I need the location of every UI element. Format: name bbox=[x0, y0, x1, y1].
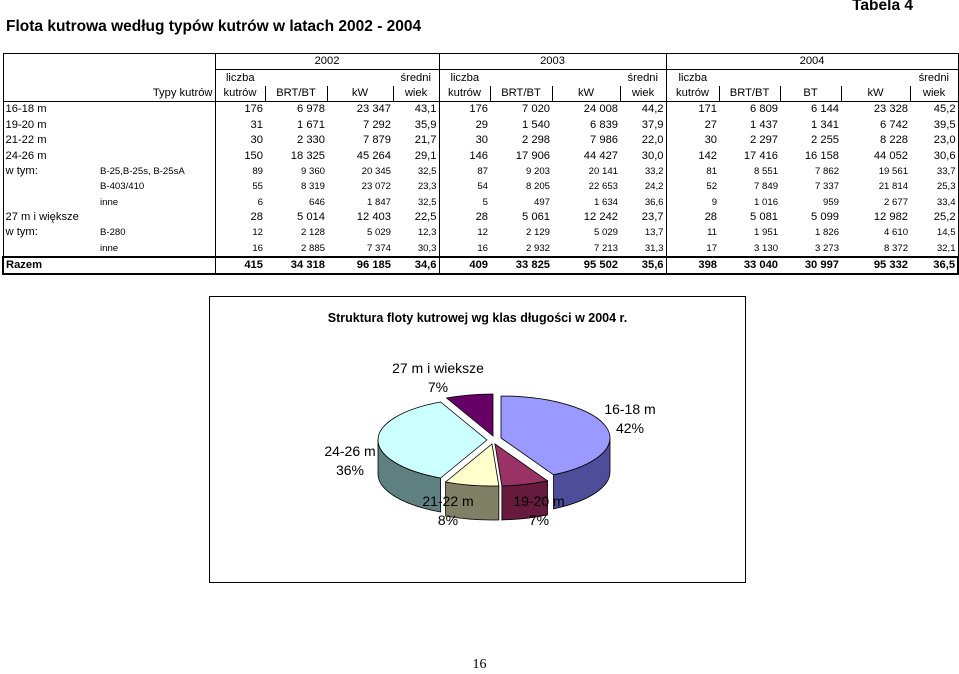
label-name: 21-22 m bbox=[422, 493, 474, 509]
table-cell: 5 081 bbox=[750, 211, 779, 224]
row-label: 19-20 m bbox=[3, 118, 98, 133]
table-cell: 22 653 bbox=[588, 181, 619, 193]
table-cell: 11 bbox=[666, 225, 719, 240]
table-cell: 2 128 bbox=[300, 227, 325, 239]
fleet-table bbox=[2, 53, 959, 275]
table-cell: 30,6 bbox=[910, 148, 958, 163]
label-pct: 7% bbox=[427, 379, 449, 395]
table-cell: 7 862 bbox=[815, 165, 840, 177]
row-sublabel bbox=[98, 133, 215, 148]
table-cell: 23 328 bbox=[873, 103, 909, 116]
table-cell: 2 297 bbox=[750, 134, 779, 147]
table-cell: 21,7 bbox=[414, 134, 437, 147]
header-cell: liczba bbox=[215, 70, 265, 86]
table-cell: 95 502 bbox=[552, 257, 620, 274]
table-cell: 5 029 bbox=[594, 227, 619, 239]
table-cell: 5 029 bbox=[366, 227, 391, 239]
table-cell: 12 982 bbox=[873, 211, 909, 224]
table-cell: 7 879 bbox=[363, 134, 391, 147]
row-sublabel bbox=[98, 257, 215, 274]
table-cell: 1 671 bbox=[297, 118, 325, 131]
table-cell: 12 bbox=[215, 225, 265, 240]
header-cell: kutrów bbox=[439, 86, 490, 102]
table-cell: 17 906 bbox=[515, 149, 551, 162]
table-cell: 1 341 bbox=[811, 118, 840, 131]
row-sublabel: inne bbox=[100, 196, 119, 208]
header-cell bbox=[719, 70, 780, 86]
table-cell: 8 551 bbox=[754, 165, 779, 177]
row-label: 21-22 m bbox=[3, 133, 98, 148]
row-sublabel: B-25,B-25s, B-25sA bbox=[100, 165, 185, 177]
table-row bbox=[3, 195, 958, 210]
row-label: 24-26 m bbox=[3, 148, 98, 163]
table-cell: 12 242 bbox=[583, 211, 619, 224]
table-cell: 6 839 bbox=[590, 118, 619, 131]
table-cell: 18 325 bbox=[290, 149, 325, 162]
header-cell bbox=[490, 70, 552, 86]
table-cell: 45,2 bbox=[910, 102, 958, 118]
row-sublabel: B-403/410 bbox=[100, 181, 145, 193]
pie-label-16-18m bbox=[590, 400, 670, 438]
year-header: 2003 bbox=[439, 54, 666, 70]
header-cell bbox=[552, 70, 620, 86]
label-name: 27 m i wieksze bbox=[392, 360, 484, 376]
page-title: Flota kutrowa według typów kutrów w latach 2002 - 2004 bbox=[6, 18, 422, 35]
table-cell: 7 374 bbox=[366, 242, 391, 254]
row-sublabel: inne bbox=[100, 242, 119, 254]
table-cell: 20 141 bbox=[588, 165, 619, 177]
chart-title: Struktura floty kutrowej wg klas długości w 2004 r. bbox=[327, 311, 628, 325]
table-number: Tabela 4 bbox=[852, 0, 913, 14]
table-cell: 22,5 bbox=[414, 211, 437, 224]
table-cell: 8 205 bbox=[526, 181, 551, 193]
table-cell: 5 061 bbox=[522, 211, 551, 224]
table-cell: 6 144 bbox=[811, 103, 840, 116]
table-cell: 1 826 bbox=[815, 227, 840, 239]
table-cell: 5 014 bbox=[297, 211, 325, 224]
column-label: Typy kutrów bbox=[3, 86, 215, 102]
table-cell: 2 677 bbox=[884, 196, 909, 208]
table-cell: 6 bbox=[215, 195, 265, 210]
table-row bbox=[3, 210, 958, 225]
label-name: 19-20 m bbox=[513, 493, 565, 509]
header-cell bbox=[3, 70, 98, 86]
row-label: w tym: bbox=[3, 225, 98, 240]
header-cell: BRT/BT bbox=[490, 86, 552, 102]
table-cell: 17 bbox=[666, 241, 719, 257]
table-cell: 146 bbox=[439, 148, 490, 163]
table-cell: 12,3 bbox=[417, 227, 437, 239]
table-cell: 89 bbox=[215, 164, 265, 179]
header-cell bbox=[780, 70, 841, 86]
table-cell: 87 bbox=[439, 164, 490, 179]
header-cell: kW bbox=[327, 86, 393, 102]
table-cell: 23,3 bbox=[417, 181, 437, 193]
table-cell: 34 318 bbox=[265, 257, 327, 274]
row-label bbox=[3, 241, 98, 257]
table-cell: 142 bbox=[666, 148, 719, 163]
table-cell: 398 bbox=[666, 257, 719, 274]
table-cell: 30,3 bbox=[417, 242, 437, 254]
header-cell bbox=[265, 70, 327, 86]
table-cell: 6 978 bbox=[297, 103, 325, 116]
table-cell: 29,1 bbox=[414, 149, 437, 162]
table-cell: 33 825 bbox=[490, 257, 552, 274]
header-cell: kW bbox=[552, 86, 620, 102]
label-pct: 36% bbox=[335, 462, 365, 478]
table-cell: 9 360 bbox=[300, 165, 325, 177]
table-cell: 23,0 bbox=[910, 133, 958, 148]
header-cell bbox=[98, 70, 215, 86]
table-cell: 44 052 bbox=[873, 149, 909, 162]
header-cell: wiek bbox=[620, 86, 666, 102]
table-cell: 54 bbox=[439, 179, 490, 194]
table-cell: 16 158 bbox=[804, 149, 840, 162]
table-year-row bbox=[3, 54, 958, 70]
header-cell bbox=[841, 70, 910, 86]
table-cell: 1 540 bbox=[522, 118, 551, 131]
table-cell: 36,5 bbox=[910, 257, 958, 274]
table-head-row-bottom bbox=[3, 86, 958, 102]
table-cell: 1 951 bbox=[754, 227, 779, 239]
header-cell: wiek bbox=[910, 86, 958, 102]
table-cell: 8 319 bbox=[300, 181, 325, 193]
table-cell: 45 264 bbox=[356, 149, 391, 162]
table-cell: 5 bbox=[439, 195, 490, 210]
table-cell: 39,5 bbox=[910, 118, 958, 133]
table-cell: 29 bbox=[439, 118, 490, 133]
table-cell: 43,1 bbox=[414, 103, 437, 116]
pie-label-19-20m bbox=[499, 492, 579, 530]
row-label bbox=[3, 179, 98, 194]
table-cell: 33 040 bbox=[719, 257, 780, 274]
table-cell: 497 bbox=[534, 196, 551, 208]
table-cell: 150 bbox=[215, 148, 265, 163]
label-pct: 7% bbox=[528, 512, 550, 528]
table-cell: 55 bbox=[215, 179, 265, 194]
table-cell: 12 bbox=[439, 225, 490, 240]
table-cell: 32,5 bbox=[417, 196, 437, 208]
table-cell: 2 885 bbox=[300, 242, 325, 254]
table-cell: 2 129 bbox=[526, 227, 551, 239]
table-cell: 7 020 bbox=[522, 103, 551, 116]
table-cell: 5 099 bbox=[811, 211, 840, 224]
page-number: 16 bbox=[472, 657, 487, 672]
table-cell: 33,4 bbox=[910, 195, 958, 210]
table-cell: 24 008 bbox=[583, 103, 619, 116]
table-cell: 25,3 bbox=[910, 179, 958, 194]
row-sublabel bbox=[98, 118, 215, 133]
row-label: 27 m i większe bbox=[3, 210, 98, 225]
table-row bbox=[3, 241, 958, 257]
table-cell: 33,7 bbox=[910, 164, 958, 179]
table-cell: 1 847 bbox=[366, 196, 391, 208]
header-cell bbox=[327, 70, 393, 86]
table-cell: 646 bbox=[308, 196, 325, 208]
table-cell: 44 427 bbox=[583, 149, 619, 162]
pie-label-24-26m bbox=[310, 442, 390, 480]
table-cell: 7 986 bbox=[590, 134, 619, 147]
table-cell: 96 185 bbox=[327, 257, 393, 274]
table-total-row bbox=[3, 257, 958, 274]
table-cell: 30 997 bbox=[780, 257, 841, 274]
table-cell: 12 403 bbox=[356, 211, 391, 224]
table-cell: 35,9 bbox=[414, 118, 437, 131]
label-pct: 42% bbox=[615, 420, 645, 436]
header-cell: liczba bbox=[666, 70, 719, 86]
header-cell: BT bbox=[780, 86, 841, 102]
table-cell: 2 330 bbox=[297, 134, 325, 147]
table-cell: 35,6 bbox=[620, 257, 666, 274]
table-cell: 2 298 bbox=[522, 134, 551, 147]
table-row bbox=[3, 179, 958, 194]
table-cell: 409 bbox=[439, 257, 490, 274]
label-name: 16-18 m bbox=[604, 401, 656, 417]
header-cell: kW bbox=[841, 86, 910, 102]
table-cell: 14,5 bbox=[910, 225, 958, 240]
table-cell: 23 347 bbox=[356, 103, 391, 116]
table-cell: 37,9 bbox=[641, 118, 664, 131]
table-cell: 9 203 bbox=[526, 165, 551, 177]
table-cell: 1 437 bbox=[750, 118, 779, 131]
header-cell: liczba bbox=[439, 70, 490, 86]
table-cell: 23,7 bbox=[641, 211, 664, 224]
row-sublabel: B-280 bbox=[100, 227, 126, 239]
table-cell: 32,5 bbox=[417, 165, 437, 177]
header-cell bbox=[3, 54, 98, 70]
table-cell: 32,1 bbox=[910, 241, 958, 257]
table-cell: 2 255 bbox=[811, 134, 840, 147]
table-cell: 13,7 bbox=[644, 227, 664, 239]
table-row bbox=[3, 148, 958, 163]
row-sublabel bbox=[98, 148, 215, 163]
table-cell: 176 bbox=[215, 102, 265, 118]
table-cell: 20 345 bbox=[361, 165, 391, 177]
table-cell: 30,0 bbox=[641, 149, 664, 162]
table-cell: 25,2 bbox=[910, 210, 958, 225]
table-cell: 30 bbox=[215, 133, 265, 148]
table-row bbox=[3, 164, 958, 179]
header-cell: średni bbox=[910, 70, 958, 86]
table-row bbox=[3, 118, 958, 133]
table-cell: 7 292 bbox=[363, 118, 391, 131]
table-cell: 16 bbox=[215, 241, 265, 257]
table-cell: 6 809 bbox=[750, 103, 779, 116]
table-cell: 9 bbox=[666, 195, 719, 210]
table-cell: 8 372 bbox=[884, 242, 909, 254]
header-cell: średni bbox=[400, 71, 431, 84]
table-cell: 33,2 bbox=[644, 165, 664, 177]
header-cell: BRT/BT bbox=[265, 86, 327, 102]
table-cell: 31 bbox=[215, 118, 265, 133]
table-cell: 8 228 bbox=[880, 134, 909, 147]
row-label: w tym: bbox=[3, 164, 98, 179]
table-cell: 27 bbox=[666, 118, 719, 133]
table-cell: 28 bbox=[215, 210, 265, 225]
table-row bbox=[3, 102, 958, 118]
row-label bbox=[3, 195, 98, 210]
table-cell: 176 bbox=[439, 102, 490, 118]
header-cell: kutrów bbox=[666, 86, 719, 102]
table-cell: 1 634 bbox=[594, 196, 619, 208]
table-cell: 81 bbox=[666, 164, 719, 179]
header-cell: wiek bbox=[393, 86, 439, 102]
table-cell: 3 273 bbox=[815, 242, 840, 254]
table-cell: 52 bbox=[666, 179, 719, 194]
table-cell: 36,6 bbox=[644, 196, 664, 208]
table-cell: 95 332 bbox=[841, 257, 910, 274]
row-label: 16-18 m bbox=[3, 102, 98, 118]
pie-chart bbox=[210, 297, 745, 582]
header-cell: kutrów bbox=[215, 86, 265, 102]
table-cell: 30 bbox=[439, 133, 490, 148]
table-cell: 28 bbox=[666, 210, 719, 225]
table-cell: 23 072 bbox=[361, 181, 391, 193]
label-pct: 8% bbox=[437, 512, 459, 528]
year-header: 2002 bbox=[215, 54, 439, 70]
table-cell: 2 932 bbox=[526, 242, 551, 254]
table-cell: 7 337 bbox=[815, 181, 840, 193]
pie-label-27m bbox=[368, 359, 508, 397]
row-label: Razem bbox=[3, 257, 98, 274]
table-cell: 34,6 bbox=[393, 257, 439, 274]
table-cell: 959 bbox=[823, 196, 840, 208]
table-cell: 44,2 bbox=[641, 103, 664, 116]
table-row bbox=[3, 225, 958, 240]
table-row bbox=[3, 133, 958, 148]
table-cell: 19 561 bbox=[878, 165, 909, 177]
table-cell: 16 bbox=[439, 241, 490, 257]
header-cell: BRT/BT bbox=[719, 86, 780, 102]
row-sublabel bbox=[98, 210, 215, 225]
table-cell: 17 416 bbox=[743, 149, 779, 162]
table-cell: 7 849 bbox=[754, 181, 779, 193]
table-cell: 7 213 bbox=[594, 242, 619, 254]
table-cell: 4 610 bbox=[884, 227, 909, 239]
table-head-row-top bbox=[3, 70, 958, 86]
table-cell: 24,2 bbox=[644, 181, 664, 193]
table-cell: 6 742 bbox=[880, 118, 909, 131]
table-cell: 22,0 bbox=[641, 134, 664, 147]
table-cell: 1 016 bbox=[754, 196, 779, 208]
header-cell bbox=[98, 54, 215, 70]
pie-label-21-22m bbox=[408, 492, 488, 530]
table-cell: 415 bbox=[215, 257, 265, 274]
table-body bbox=[3, 54, 958, 275]
table-cell: 21 814 bbox=[878, 181, 909, 193]
year-header: 2004 bbox=[666, 54, 958, 70]
table-cell: 30 bbox=[666, 133, 719, 148]
row-sublabel bbox=[98, 102, 215, 118]
table-cell: 28 bbox=[439, 210, 490, 225]
label-name: 24-26 m bbox=[324, 443, 376, 459]
table-cell: 171 bbox=[666, 102, 719, 118]
table-cell: 3 130 bbox=[754, 242, 779, 254]
header-cell: średni bbox=[627, 71, 659, 84]
table-cell: 31,3 bbox=[644, 242, 664, 254]
chart-box bbox=[209, 296, 746, 583]
